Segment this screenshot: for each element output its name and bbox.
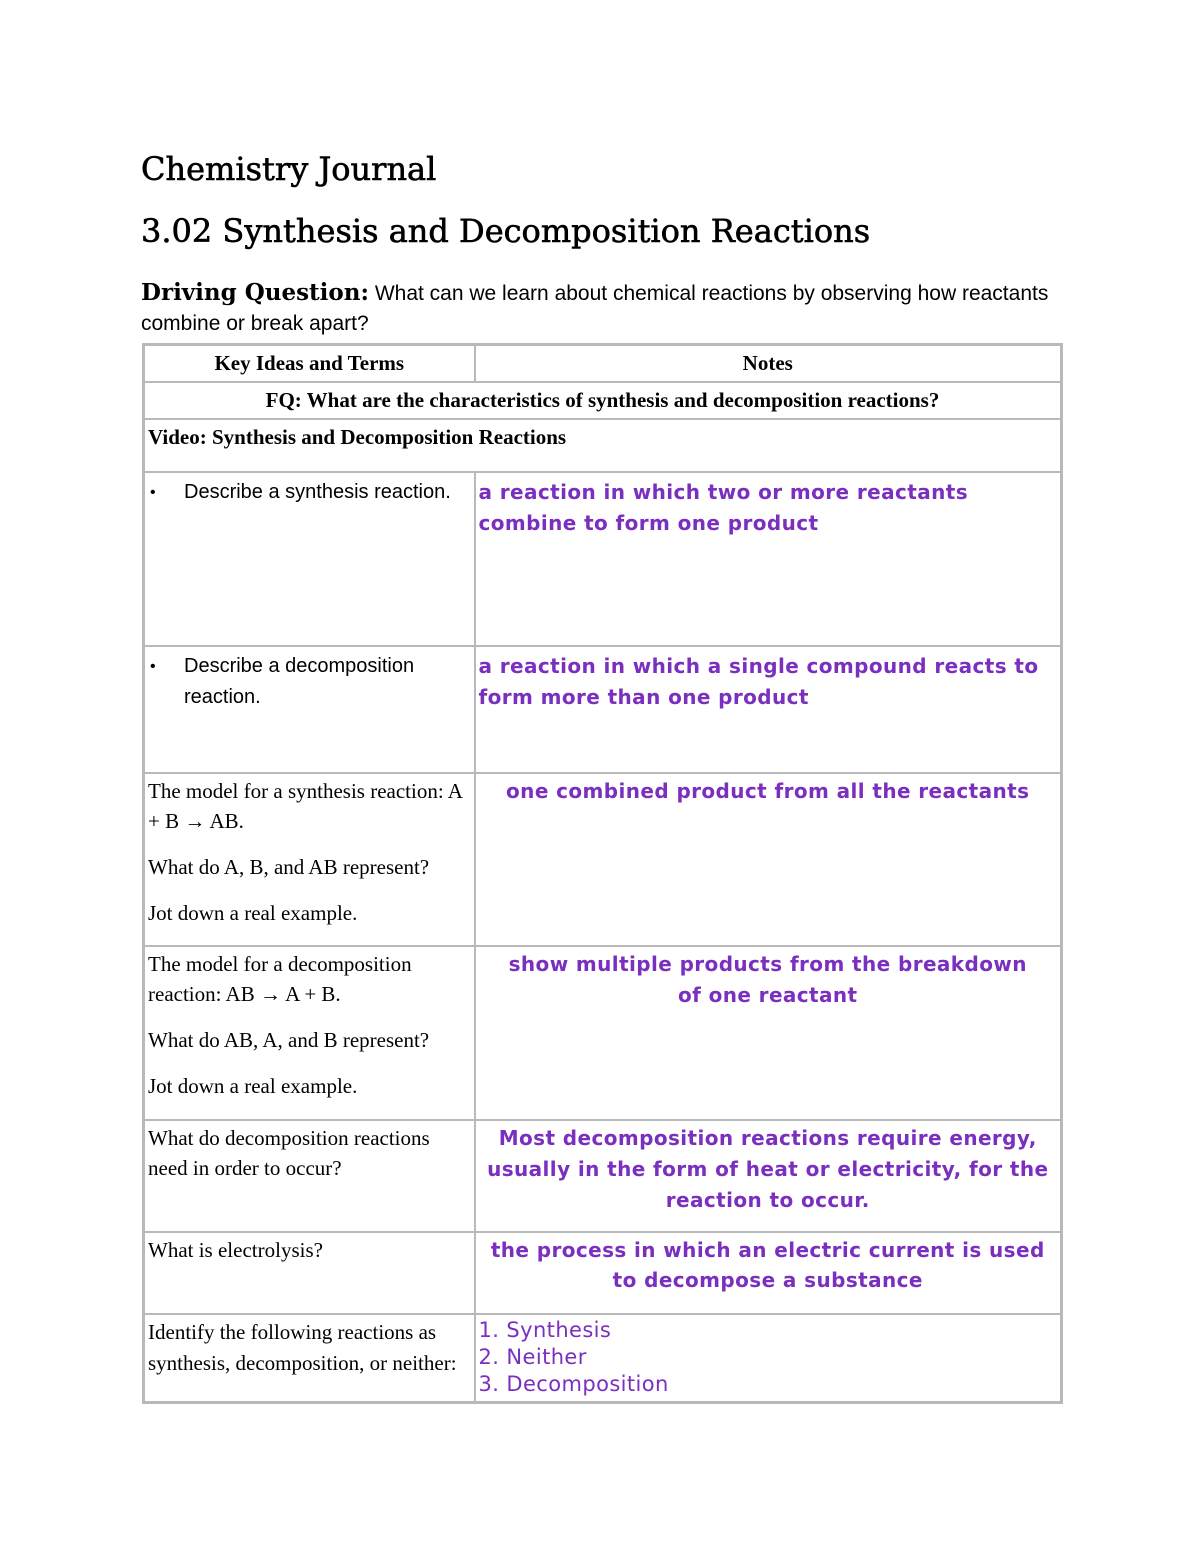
key-idea-cell [144, 1232, 475, 1314]
focus-question-row [144, 382, 1062, 419]
notes-cell[interactable] [475, 1120, 1062, 1232]
notes-cell[interactable] [475, 1314, 1062, 1402]
prompt-text: Identify the following reactions as synthesis, decomposition, or neither: [148, 1320, 457, 1375]
list-item: 3. Decomposition [478, 1372, 669, 1396]
answer-text: show multiple products from the breakdown of one reactant [508, 952, 1027, 1007]
notes-cell[interactable] [475, 773, 1062, 946]
bullet-icon: • [150, 658, 156, 675]
notes-cell[interactable] [475, 946, 1062, 1120]
notes-cell[interactable] [475, 472, 1062, 646]
video-title: Video: Synthesis and Decomposition Reactions [144, 419, 1062, 472]
table-row [144, 1120, 1062, 1232]
prompt-text: The model for a synthesis reaction: A + B → AB. [148, 779, 462, 833]
driving-question-text: What can we learn about chemical reactions by observing how reactants combine or break apart? [141, 282, 1049, 335]
document-title: Chemistry Journal [141, 150, 437, 188]
notes-table [142, 343, 1063, 1404]
answer-text: Most decomposition reactions require energy, usually in the form of heat or electricity, for the reaction to occur. [487, 1126, 1049, 1212]
driving-question-label: Driving Question: [141, 279, 369, 306]
header-notes: Notes [475, 345, 1062, 383]
table-row [144, 1232, 1062, 1314]
key-idea-cell [144, 1314, 475, 1402]
document-subtitle: 3.02 Synthesis and Decomposition Reactions [141, 212, 871, 250]
prompt-text: What do A, B, and AB represent? [148, 855, 430, 879]
table-header-row [144, 345, 1062, 383]
answer-text: one combined product from all the reactants [506, 779, 1030, 803]
prompt-text: What is electrolysis? [148, 1238, 323, 1262]
prompt-text: The model for a decomposition reaction: AB → A + B. [148, 952, 412, 1006]
prompt-text: Jot down a real example. [148, 901, 358, 925]
answer-text: a reaction in which two or more reactants combine to form one product [478, 480, 968, 535]
list-item: 1. Synthesis [478, 1318, 612, 1342]
table-row [144, 773, 1062, 946]
prompt-text: What do AB, A, and B represent? [148, 1028, 430, 1052]
list-item: 2. Neither [478, 1345, 587, 1369]
table-row [144, 1314, 1062, 1402]
table-row [144, 646, 1062, 773]
prompt-text: What do decomposition reactions need in order to occur? [148, 1126, 430, 1180]
driving-question [141, 278, 1071, 339]
video-row [144, 419, 1062, 472]
bullet-icon: • [150, 484, 156, 501]
key-idea-cell [144, 1120, 475, 1232]
key-idea-cell [144, 946, 475, 1120]
answer-text: a reaction in which a single compound reacts to form more than one product [478, 654, 1039, 709]
prompt-text: Jot down a real example. [148, 1074, 358, 1098]
key-idea-cell [144, 472, 475, 646]
notes-cell[interactable] [475, 646, 1062, 773]
focus-question: FQ: What are the characteristics of synthesis and decomposition reactions? [144, 382, 1062, 419]
notes-cell[interactable] [475, 1232, 1062, 1314]
prompt-text: Describe a synthesis reaction. [184, 481, 451, 503]
answer-list [479, 1317, 1058, 1398]
answer-text: the process in which an electric current is used to decompose a substance [490, 1238, 1045, 1292]
table-row [144, 946, 1062, 1120]
table-row [144, 472, 1062, 646]
header-key-ideas: Key Ideas and Terms [144, 345, 475, 383]
prompt-text: Describe a decomposition reaction. [184, 655, 415, 708]
key-idea-cell [144, 646, 475, 773]
key-idea-cell [144, 773, 475, 946]
